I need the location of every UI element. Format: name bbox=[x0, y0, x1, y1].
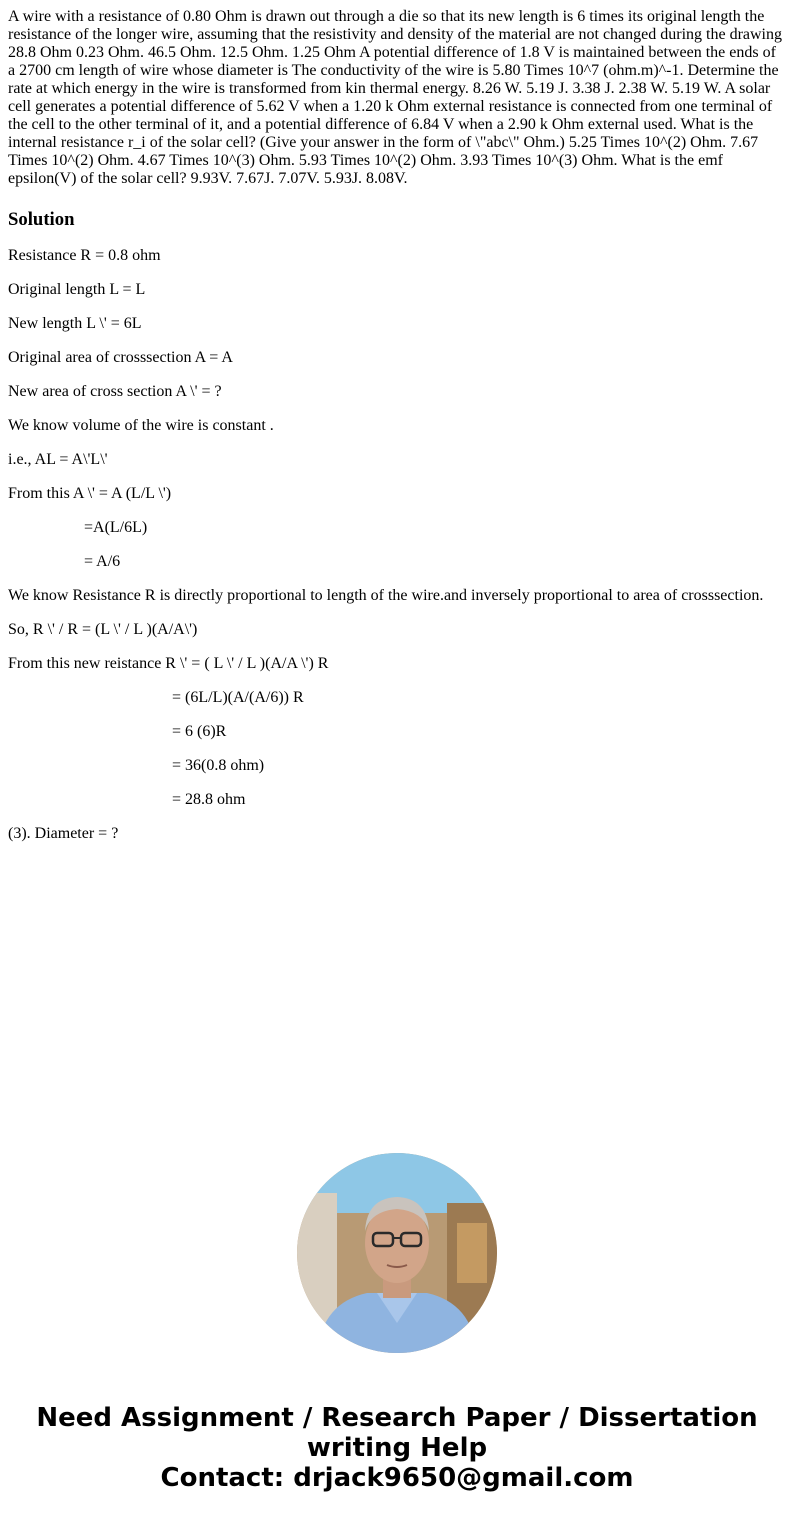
footer-line: writing Help bbox=[306, 1433, 488, 1463]
solution-body bbox=[8, 247, 786, 843]
solution-line: = 6 (6)R bbox=[172, 723, 227, 740]
solution-line: New length L \' = 6L bbox=[8, 315, 142, 332]
solution-line: Resistance R = 0.8 ohm bbox=[8, 247, 161, 264]
solution-line: New area of cross section A \' = ? bbox=[8, 383, 222, 400]
page-content bbox=[8, 8, 786, 859]
solution-line: =A(L/6L) bbox=[84, 519, 148, 536]
question-text: A wire with a resistance of 0.80 Ohm is drawn out through a die so that its new length is 6 times its original length the resistance of the longer wire, assuming that the resistivity and density of the material are not changed during the drawing 28.8 Ohm 0.23 Ohm. 46.5 Ohm. 12.5 Ohm. 1.25 Ohm A potential difference of 1.8 V is maintained between the ends of a 2700 cm length of wire whose diameter is The conductivity of the wire is 5.80 Times 10^7 (ohm.m)^-1. Determine the rate at which energy in the wire is transformed from kin thermal energy. 8.26 W. 5.19 J. 3.38 J. 2.38 W. 5.19 W. A solar cell generates a potential difference of 5.62 V when a 1.20 k Ohm external resistance is connected from one terminal of the cell to the other terminal of it, and a potential difference of 6.84 V when a 2.90 k Ohm external used. What is the internal resistance r_i of the solar cell? (Give your answer in the form of \"abc\" Ohm.) 5.25 Times 10^(2) Ohm. 7.67 Times 10^(2) Ohm. 4.67 Times 10^(3) Ohm. 5.93 Times 10^(2) Ohm. 3.93 Times 10^(3) Ohm. What is the emf epsilon(V) of the solar cell? 9.93V. 7.67J. 7.07V. 5.93J. 8.08V. bbox=[8, 8, 782, 187]
footer-banner bbox=[0, 1403, 794, 1493]
solution-line: i.e., AL = A\'L\' bbox=[8, 451, 108, 468]
solution-line: So, R \' / R = (L \' / L )(A/A\') bbox=[8, 621, 198, 638]
solution-line: Original area of crosssection A = A bbox=[8, 349, 233, 366]
tutor-avatar bbox=[297, 1153, 497, 1353]
solution-line: Original length L = L bbox=[8, 281, 146, 298]
solution-line: (3). Diameter = ? bbox=[8, 825, 119, 842]
footer-line: Need Assignment / Research Paper / Dissertation bbox=[36, 1403, 758, 1433]
solution-line: = A/6 bbox=[84, 553, 121, 570]
solution-line: From this new reistance R \' = ( L \' / L )(A/A \') R bbox=[8, 655, 329, 672]
solution-line: We know Resistance R is directly proportional to length of the wire.and inversely proportional to area of crosssection. bbox=[8, 587, 764, 604]
solution-heading: Solution bbox=[8, 209, 75, 230]
solution-line: = 36(0.8 ohm) bbox=[172, 757, 265, 774]
solution-line: = (6L/L)(A/(A/6)) R bbox=[172, 689, 304, 706]
solution-line: From this A \' = A (L/L \') bbox=[8, 485, 172, 502]
solution-line: We know volume of the wire is constant . bbox=[8, 417, 274, 434]
footer-contact: Contact: drjack9650@gmail.com bbox=[160, 1463, 634, 1493]
avatar-portrait-icon bbox=[297, 1153, 497, 1353]
solution-line: = 28.8 ohm bbox=[172, 791, 246, 808]
